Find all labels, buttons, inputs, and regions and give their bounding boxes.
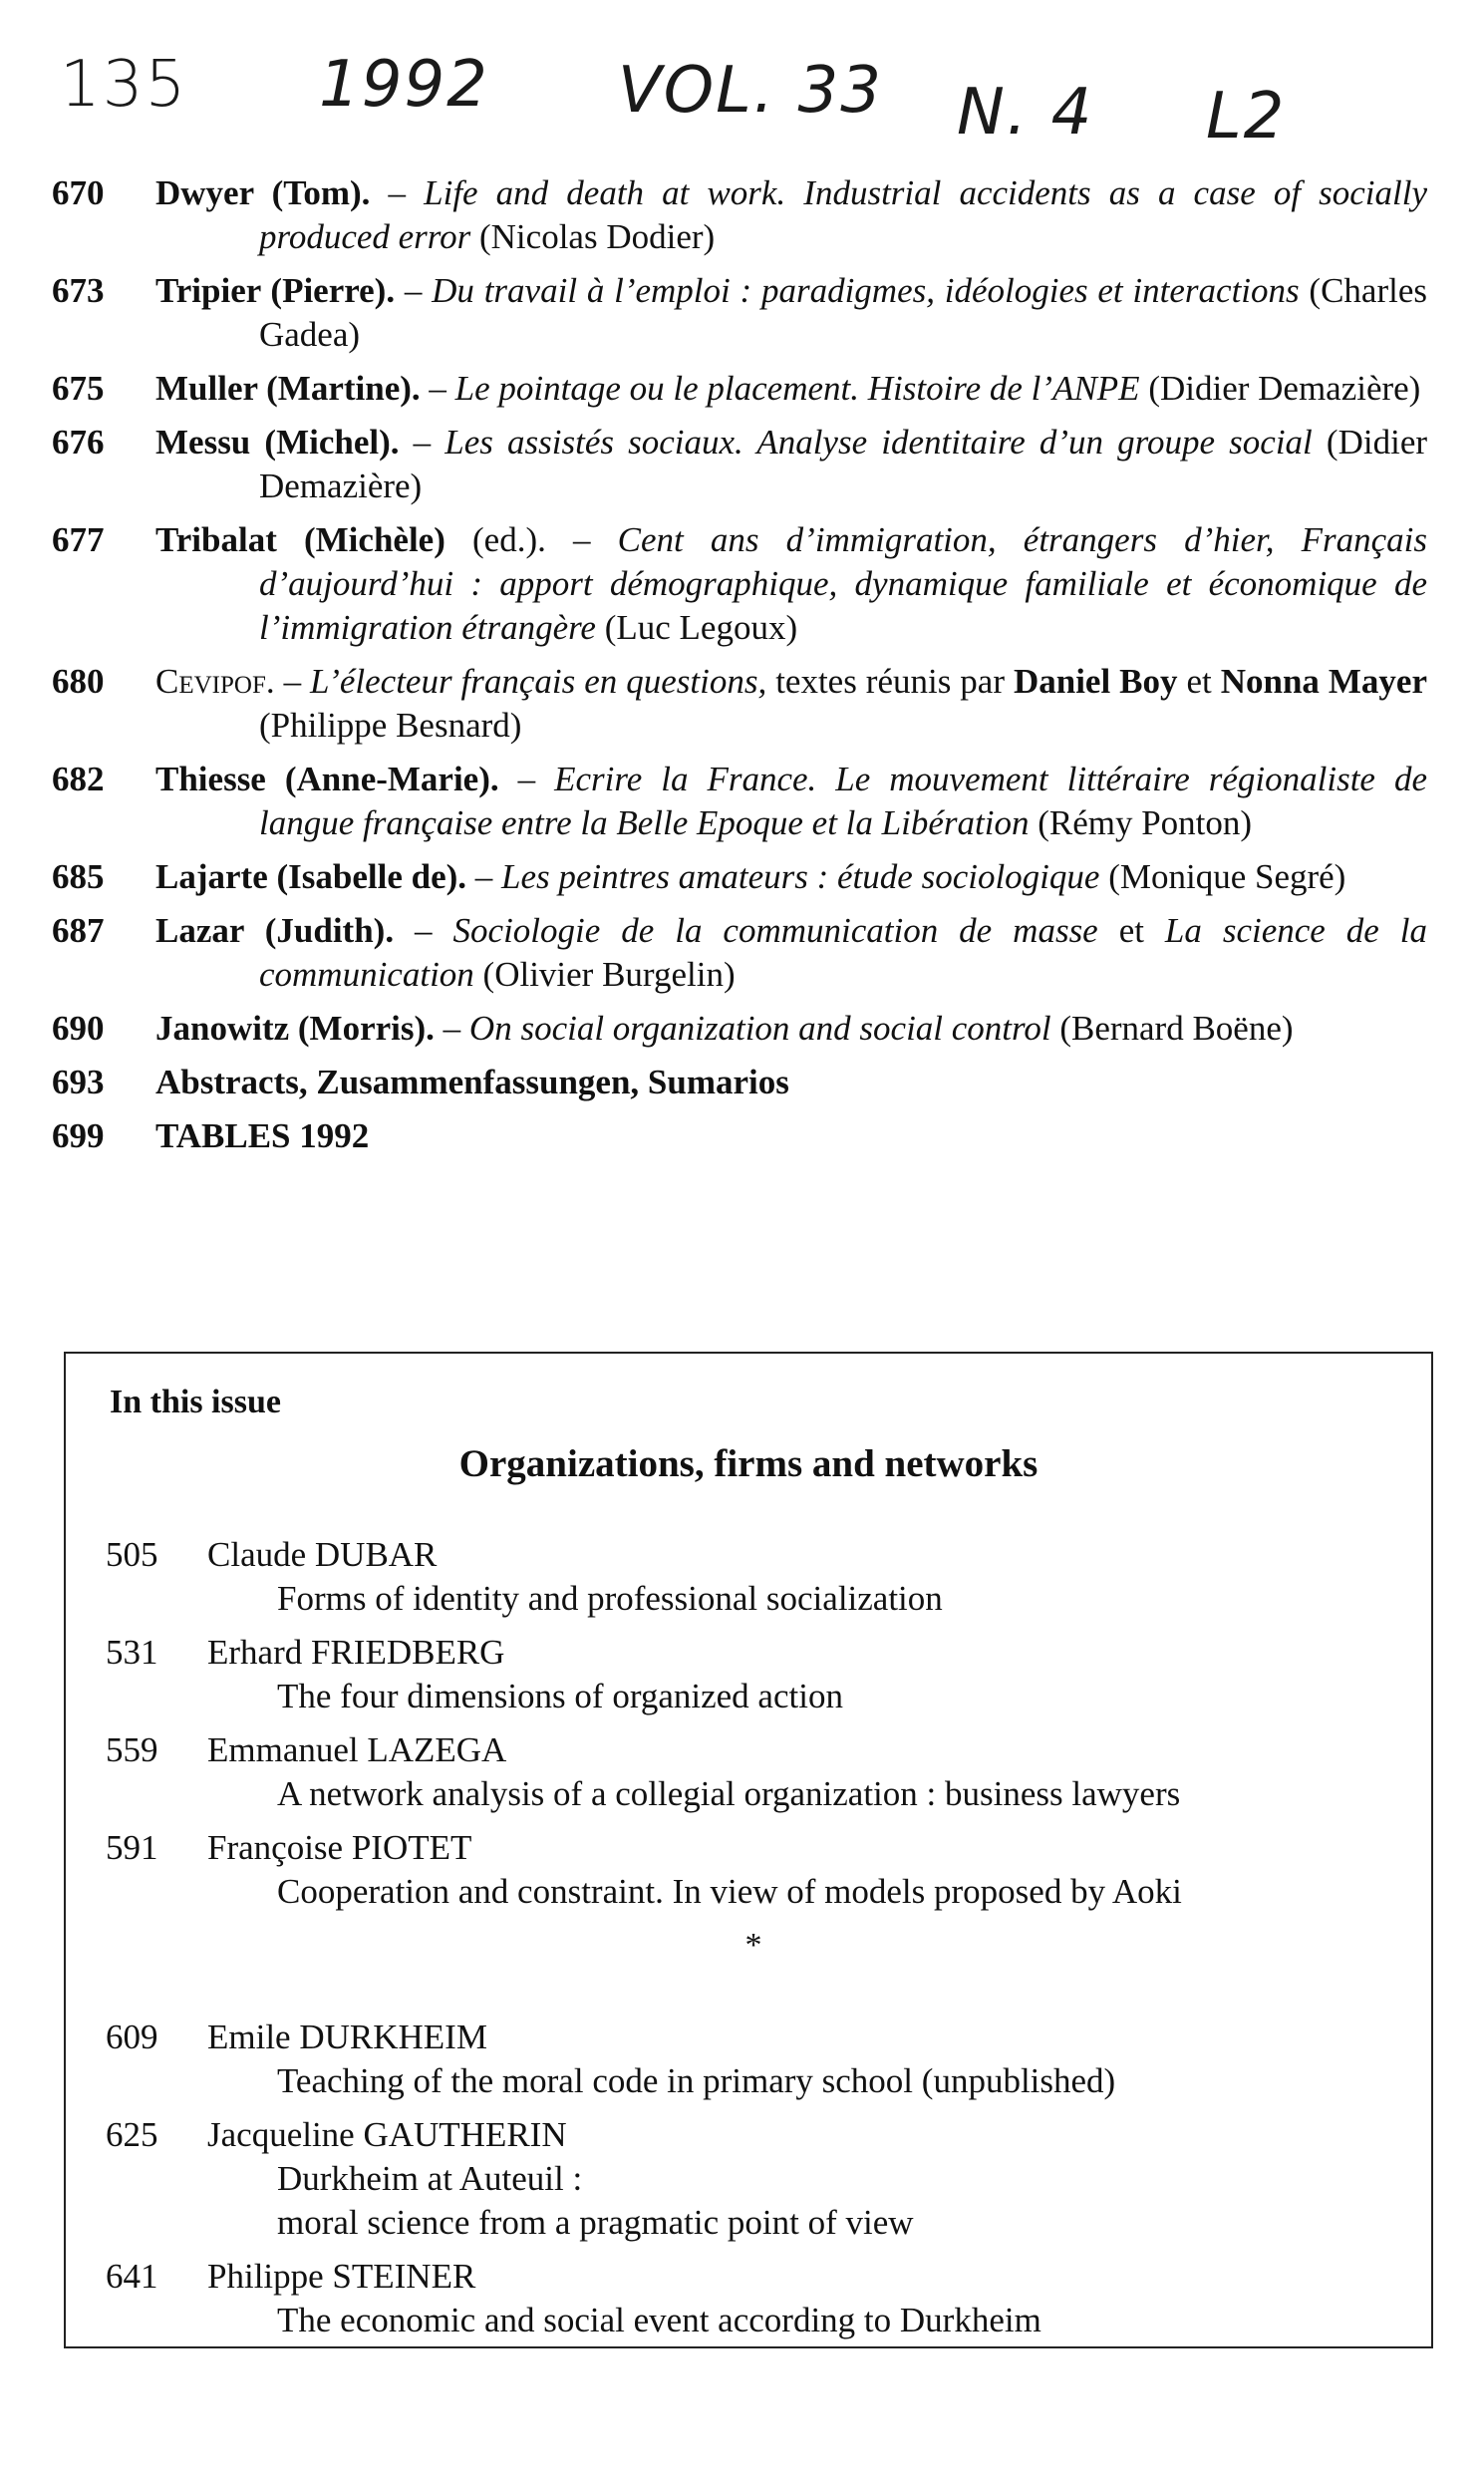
toc-entry-text: Dwyer (Tom). – Life and death at work. Industrial accidents as a case of socially produced error (Nicolas Dodier) — [155, 173, 1428, 256]
toc-page-number: 676 — [52, 423, 105, 462]
toc-title: La science de la communication — [259, 911, 1428, 994]
article-page: 641 — [106, 2257, 158, 2296]
issue-article — [106, 2016, 1401, 2103]
handwritten-issue: N. 4 — [957, 76, 1094, 150]
article-page: 591 — [106, 1828, 158, 1867]
section-separator: * — [744, 1927, 762, 1964]
issue-article — [106, 1533, 1401, 1621]
toc-page-number: 673 — [52, 271, 105, 310]
toc-title: On social organization and social control — [468, 1009, 1051, 1048]
toc-reviewer: (Charles Gadea) — [259, 271, 1427, 354]
toc-title: Du travail à l’emploi : paradigmes, idéologies et interactions — [432, 271, 1300, 310]
toc-entry-text: Lazar (Judith). – Sociologie de la communication de masse et La science de la communication (Olivier Burgelin) — [155, 911, 1428, 994]
toc-entry-text: Janowitz (Morris). – On social organization and social control (Bernard Boëne) — [155, 1009, 1294, 1048]
toc-page-number: 680 — [52, 662, 105, 701]
article-title: Forms of identity and professional socialization — [277, 1579, 943, 1618]
toc-page-number: 675 — [52, 369, 105, 408]
toc-entry — [52, 909, 1427, 997]
toc-entry — [52, 660, 1427, 748]
issue-article — [106, 2113, 1401, 2245]
toc-page-number: 699 — [52, 1116, 105, 1155]
article-author: Emmanuel LAZEGA — [207, 1730, 507, 1769]
handwritten-mark: L2 — [1206, 80, 1287, 154]
toc-entry — [52, 269, 1427, 357]
handwritten-annotation — [40, 48, 1435, 157]
toc-author: Dwyer (Tom). — [155, 173, 371, 212]
article-page: 625 — [106, 2115, 158, 2154]
toc-entry — [52, 171, 1427, 259]
toc-entry-text: Messu (Michel). – Les assistés sociaux. Analyse identitaire d’un groupe social (Didier Demazière) — [155, 423, 1428, 505]
toc-reviewer: (Didier Demazière) — [259, 423, 1428, 505]
article-title: Cooperation and constraint. In view of models proposed by Aoki — [277, 1872, 1182, 1911]
toc-author: Tripier (Pierre). — [155, 271, 396, 310]
handwritten-year: 1992 — [319, 48, 489, 122]
toc-title: Life and death at work. Industrial accidents as a case of socially produced error — [259, 173, 1428, 256]
toc-reviewer: (Nicolas Dodier) — [470, 217, 716, 256]
toc-reviewer: (Luc Legoux) — [595, 608, 798, 647]
toc-entry-text: Tripier (Pierre). – Du travail à l’emploi : paradigmes, idéologies et interactions (Charles Gadea) — [155, 271, 1427, 354]
toc-author: Janowitz (Morris). — [155, 1009, 435, 1048]
toc-entry-text: Cevipof. – L’électeur français en questions, textes réunis par Daniel Boy et Nonna Mayer (Philippe Besnard) — [155, 662, 1427, 745]
issue-article — [106, 1631, 1401, 1718]
toc-entry — [52, 518, 1427, 650]
toc-author: Muller (Martine). — [155, 369, 421, 408]
article-title: The four dimensions of organized action — [277, 1677, 843, 1715]
toc-author: Messu (Michel). — [155, 423, 400, 462]
toc-entry — [52, 421, 1427, 508]
toc-author: Lazar (Judith). — [155, 911, 395, 950]
toc-title: Cent ans d’immigration, étrangers d’hier, Français d’aujourd’hui : apport démographique, dynamique familiale et économique de l’immigration étrangère — [259, 520, 1428, 647]
toc-reviewer: (Olivier Burgelin) — [473, 955, 736, 994]
article-author: Erhard FRIEDBERG — [207, 1633, 505, 1672]
toc-title: Ecrire la France. Le mouvement littéraire régionaliste de langue française entre la Belle Epoque et la Libération — [259, 760, 1427, 842]
toc-page-number: 693 — [52, 1063, 105, 1101]
toc-entry — [52, 1061, 1427, 1104]
toc-entry-text: Tribalat (Michèle) (ed.). – Cent ans d’immigration, étrangers d’hier, Français d’aujourd’hui : apport démographique, dynamique familiale et économique de l’immigration étrangère (Luc Legoux) — [155, 520, 1428, 647]
article-page: 531 — [106, 1633, 158, 1672]
issue-article — [106, 1728, 1401, 1816]
toc-page-number: 687 — [52, 911, 105, 950]
article-title: Durkheim at Auteuil : — [277, 2159, 583, 2198]
toc-entry — [52, 1007, 1427, 1051]
toc-reviewer: (Rémy Ponton) — [1029, 803, 1253, 842]
toc-editor-note: (ed.). — [445, 520, 546, 559]
toc-page-number: 677 — [52, 520, 105, 559]
article-title: moral science from a pragmatic point of view — [277, 2203, 914, 2242]
article-author: Françoise PIOTET — [207, 1828, 472, 1867]
issue-article — [106, 1826, 1401, 1914]
toc-entry — [52, 758, 1427, 845]
toc-title: Sociologie de la communication de masse — [452, 911, 1098, 950]
toc-title: Les peintres amateurs : étude sociologique — [501, 857, 1100, 896]
toc-reviewer: (Didier Demazière) — [1139, 369, 1421, 408]
toc-section-title: Abstracts, Zusammenfassungen, Sumarios — [155, 1063, 789, 1101]
toc-title: Les assistés sociaux. Analyse identitaire d’un groupe social — [445, 423, 1313, 462]
toc-author: Lajarte (Isabelle de). — [155, 857, 467, 896]
issue-article — [106, 2255, 1401, 2342]
toc-author: Tribalat (Michèle) — [155, 520, 445, 559]
handwritten-number: 135 — [60, 48, 188, 122]
article-title: Teaching of the moral code in primary school (unpublished) — [277, 2061, 1116, 2100]
toc-entry — [52, 1114, 1427, 1158]
toc-page-number: 682 — [52, 760, 105, 798]
article-author: Emile DURKHEIM — [207, 2018, 487, 2056]
article-page: 505 — [106, 1535, 158, 1574]
toc-reviewer: (Monique Segré) — [1099, 857, 1346, 896]
issue-theme: Organizations, firms and networks — [458, 1442, 1039, 1485]
toc-page-number: 690 — [52, 1009, 105, 1048]
toc-organization: Cevipof. — [155, 662, 275, 701]
in-this-issue-box — [64, 1352, 1433, 2348]
article-page: 559 — [106, 1730, 158, 1769]
article-author: Claude DUBAR — [207, 1535, 438, 1574]
toc-page-number: 685 — [52, 857, 105, 896]
table-of-contents — [52, 171, 1427, 1168]
issue-label: In this issue — [110, 1384, 281, 1420]
toc-editor: Nonna Mayer — [1220, 662, 1427, 701]
toc-entry — [52, 367, 1427, 411]
article-title: The economic and social event according to Durkheim — [277, 2301, 1041, 2339]
toc-page-number: 670 — [52, 173, 105, 212]
article-author: Jacqueline GAUTHERIN — [207, 2115, 567, 2154]
toc-entry — [52, 855, 1427, 899]
article-author: Philippe STEINER — [207, 2257, 476, 2296]
toc-author: Thiesse (Anne-Marie). — [155, 760, 499, 798]
toc-reviewer: (Philippe Besnard) — [259, 706, 522, 745]
toc-title: L’électeur français en questions, — [310, 662, 767, 701]
toc-title: Le pointage ou le placement. Histoire de l’ANPE — [454, 369, 1140, 408]
toc-entry-text: Muller (Martine). – Le pointage ou le placement. Histoire de l’ANPE (Didier Demazière) — [155, 369, 1421, 408]
toc-entry-text: Thiesse (Anne-Marie). – Ecrire la France. Le mouvement littéraire régionaliste de langue française entre la Belle Epoque et la Libération (Rémy Ponton) — [155, 760, 1427, 842]
issue-articles — [106, 1533, 1401, 2352]
toc-reviewer: (Bernard Boëne) — [1050, 1009, 1294, 1048]
toc-editor: Daniel Boy — [1013, 662, 1178, 701]
article-page: 609 — [106, 2018, 158, 2056]
toc-section-title: TABLES 1992 — [155, 1116, 370, 1155]
toc-entry-text: Lajarte (Isabelle de). – Les peintres amateurs : étude sociologique (Monique Segré) — [155, 857, 1346, 896]
handwritten-volume: VOL. 33 — [618, 54, 883, 128]
article-title: A network analysis of a collegial organization : business lawyers — [277, 1774, 1181, 1813]
